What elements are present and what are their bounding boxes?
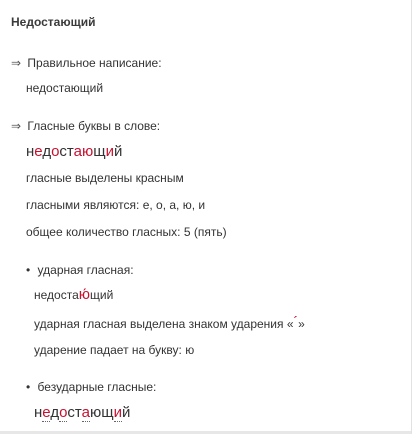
unstressed-heading — [26, 379, 156, 395]
stress-note-close: » — [298, 317, 305, 331]
spelling-value: недостающий — [26, 81, 104, 95]
stress-mark-note — [34, 315, 305, 332]
consonant-letter: н — [34, 404, 43, 421]
vowels-heading-label: Гласные буквы в слове: — [27, 119, 161, 133]
arrow-right-icon: ⇒ — [11, 119, 22, 133]
consonant-letter: н — [26, 143, 35, 160]
spelling-heading-label: Правильное написание: — [27, 56, 162, 70]
consonant-letter: ющ — [89, 404, 114, 421]
unstressed-word — [34, 403, 130, 423]
vowel-letter: е — [42, 404, 51, 421]
vowel-letter: е — [34, 143, 43, 160]
arrow-right-icon: ⇒ — [11, 56, 22, 70]
acute-accent-icon: ´ — [293, 313, 299, 329]
stressed-heading-label: ударная гласная: — [37, 263, 134, 277]
bullet-icon: • — [26, 380, 31, 394]
consonant-letter: д — [42, 143, 52, 160]
vowel-letter: и — [113, 404, 122, 421]
spelling-heading — [11, 55, 162, 71]
stress-note-text: ударная гласная выделена знаком ударения « — [34, 317, 294, 331]
vowel-letter: и — [105, 143, 114, 160]
stressed-letter: ю ́ — [79, 286, 90, 303]
stressed-word-before: недоста — [34, 288, 79, 302]
stressed-heading — [26, 262, 134, 278]
highlight-note: гласные выделены красным — [26, 171, 184, 185]
consonant-letter: й — [121, 404, 131, 421]
vowel-letter: а — [73, 143, 82, 160]
bullet-icon: • — [26, 263, 31, 277]
vowels-list: гласными являются: е, о, а, ю, и — [26, 198, 206, 212]
stress-falls-on: ударение падает на букву: ю — [34, 343, 195, 357]
consonant-letter: й — [113, 143, 123, 160]
consonant-letter: ст — [59, 143, 74, 160]
vowel-letter: о — [51, 143, 60, 160]
page-title: Недостающий — [11, 15, 96, 29]
unstressed-heading-label: безударные гласные: — [37, 380, 157, 394]
stressed-word — [34, 287, 113, 303]
highlighted-word — [26, 142, 122, 162]
vowel-count: общее количество гласных: 5 (пять) — [26, 225, 227, 239]
consonant-letter: щ — [93, 143, 106, 160]
stressed-word-after: щий — [90, 288, 114, 302]
vowels-heading — [11, 118, 160, 134]
consonant-letter: ст — [67, 404, 82, 421]
vowel-letter: о — [59, 404, 68, 421]
vowel-letter: а — [81, 404, 90, 421]
consonant-letter: д — [50, 404, 60, 421]
vowel-letter: ю — [81, 143, 94, 160]
